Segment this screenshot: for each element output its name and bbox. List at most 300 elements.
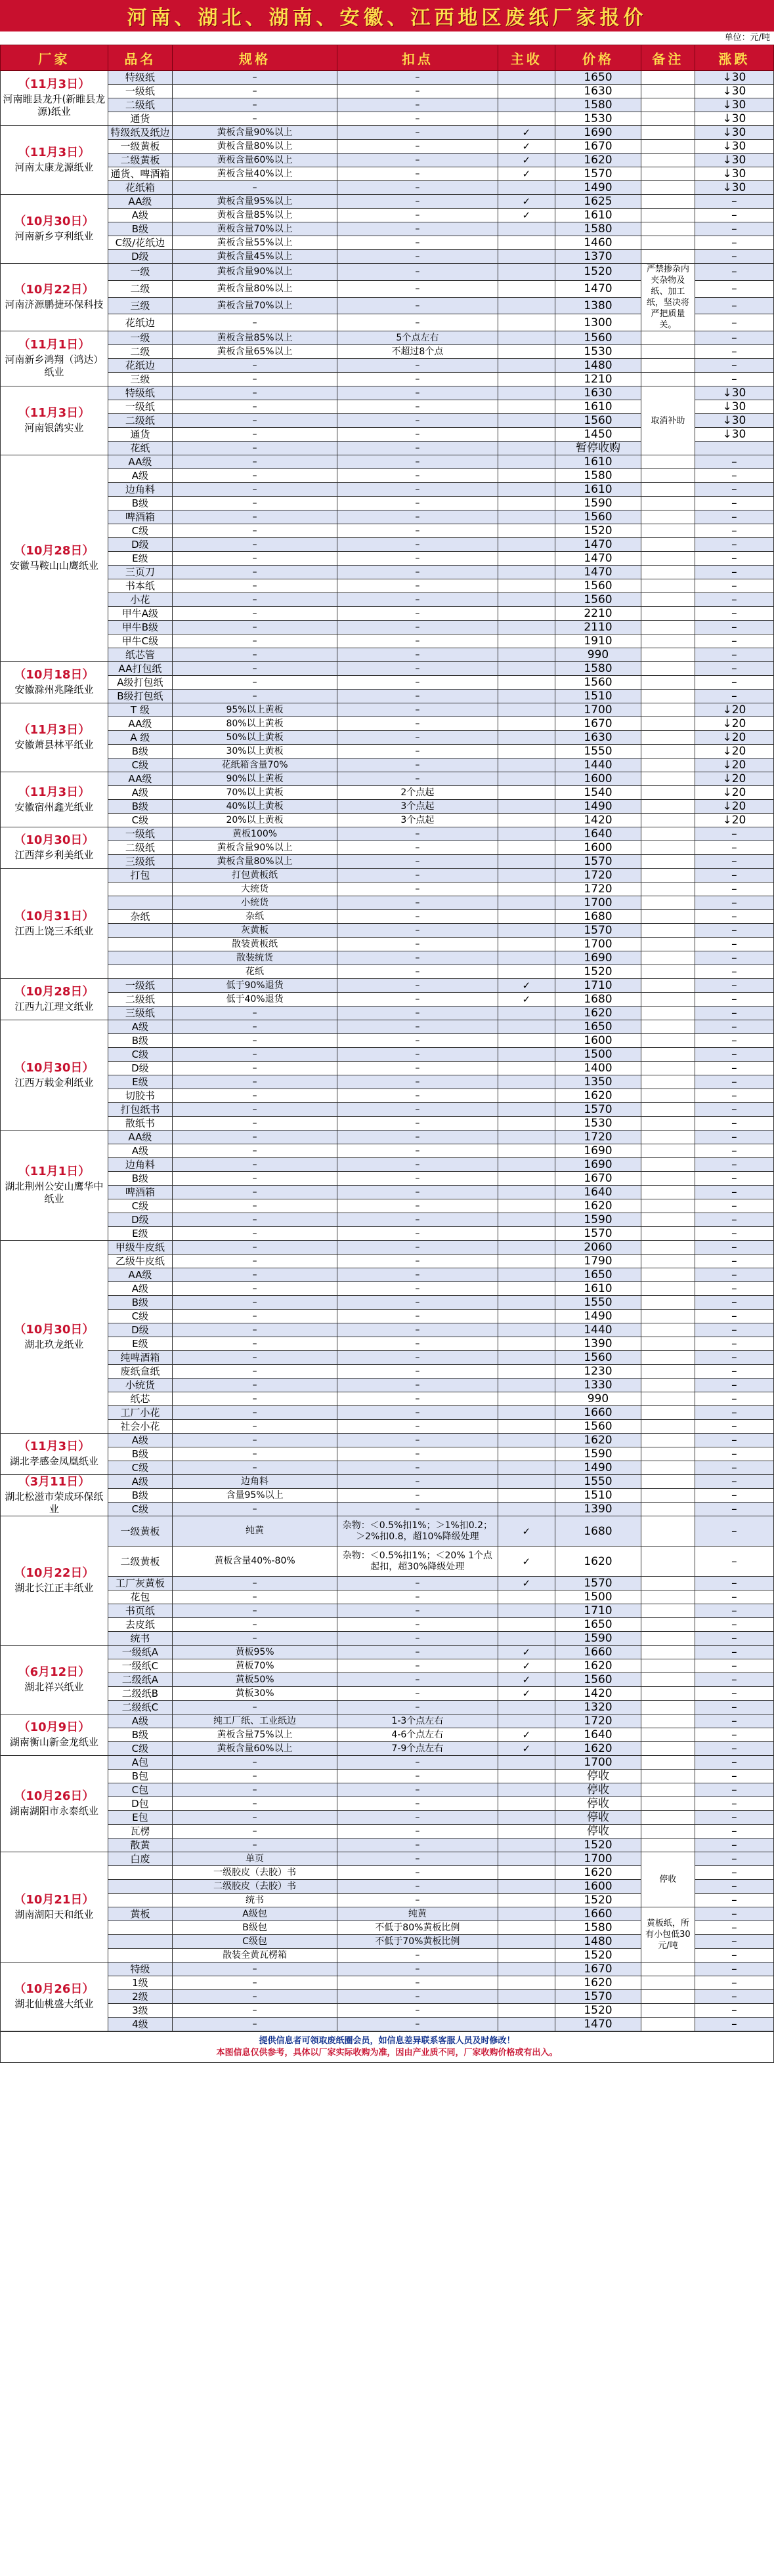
change-cell: ↓20 <box>695 772 773 786</box>
main-check-cell <box>498 579 555 593</box>
main-check-cell <box>498 1434 555 1447</box>
spec-cell: – <box>173 1020 337 1034</box>
remark-cell <box>641 772 695 786</box>
company-cell <box>1 1241 108 1434</box>
product-cell: A级 <box>108 786 172 800</box>
spec-cell: – <box>173 1434 337 1447</box>
table-row <box>1 1516 774 1547</box>
spec-cell: 统书 <box>173 1894 337 1907</box>
main-check-cell <box>498 1632 555 1646</box>
main-check-cell <box>498 1866 555 1880</box>
table-row <box>1 1839 774 1852</box>
deduct-cell: – <box>337 1461 498 1475</box>
deduct-cell: – <box>337 112 498 126</box>
table-row <box>1 1062 774 1075</box>
change-cell: – <box>695 1590 773 1604</box>
main-check-cell <box>498 1921 555 1935</box>
price-cell: 1440 <box>555 1323 641 1337</box>
change-cell: – <box>695 1447 773 1461</box>
remark-cell <box>641 195 695 209</box>
company-name: 湖北仙桃盛大纸业 <box>14 1998 94 2010</box>
company-cell <box>1 1756 108 1852</box>
change-cell: – <box>695 924 773 938</box>
product-cell: B级 <box>108 1447 172 1461</box>
change-cell: – <box>695 1062 773 1075</box>
remark-cell <box>641 1516 695 1547</box>
spec-cell: – <box>173 1839 337 1852</box>
remark-cell <box>641 1255 695 1268</box>
product-cell: A级 <box>108 1475 172 1489</box>
price-cell: 1590 <box>555 1632 641 1646</box>
price-cell: 1590 <box>555 1447 641 1461</box>
price-cell: 1620 <box>555 1866 641 1880</box>
product-cell: 一级纸 <box>108 827 172 841</box>
table-row <box>1 593 774 607</box>
deduct-cell: – <box>337 1949 498 1963</box>
main-check-cell <box>498 1770 555 1783</box>
spec-cell: – <box>173 662 337 676</box>
product-cell: 书本纸 <box>108 579 172 593</box>
change-cell: – <box>695 634 773 648</box>
main-check-cell <box>498 1907 555 1921</box>
company-cell <box>1 869 108 979</box>
deduct-cell: – <box>337 924 498 938</box>
product-cell: A 级 <box>108 731 172 745</box>
table-row <box>1 538 774 552</box>
remark-cell <box>641 1103 695 1117</box>
main-check-cell <box>498 1103 555 1117</box>
table-row <box>1 1365 774 1379</box>
deduct-cell: – <box>337 869 498 883</box>
product-cell: 瓦楞 <box>108 1825 172 1839</box>
table-row <box>1 1547 774 1577</box>
remark-cell <box>641 717 695 731</box>
remark-cell <box>641 1547 695 1577</box>
main-check-cell <box>498 98 555 112</box>
table-row <box>1 1296 774 1310</box>
remark-cell <box>641 621 695 634</box>
main-check-cell <box>498 455 555 469</box>
spec-cell: – <box>173 359 337 373</box>
deduct-cell: – <box>337 1797 498 1811</box>
price-cell: 1560 <box>555 1673 641 1687</box>
remark-cell <box>641 1020 695 1034</box>
price-cell: 1480 <box>555 1935 641 1949</box>
remark-cell <box>641 1199 695 1213</box>
price-cell: 1620 <box>555 1659 641 1673</box>
update-date: （10月22日） <box>14 283 95 297</box>
table-row <box>1 607 774 621</box>
change-cell: – <box>695 1172 773 1186</box>
change-cell: – <box>695 2004 773 2018</box>
change-cell: – <box>695 1825 773 1839</box>
price-cell: 1510 <box>555 1489 641 1503</box>
product-cell: 二级 <box>108 345 172 359</box>
main-check-cell <box>498 1783 555 1797</box>
main-check-cell <box>498 1420 555 1434</box>
spec-cell: 50%以上黄板 <box>173 731 337 745</box>
main-check-cell <box>498 1020 555 1034</box>
main-check-cell: ✓ <box>498 140 555 154</box>
remark-cell <box>641 1770 695 1783</box>
spec-cell: 黄板100% <box>173 827 337 841</box>
product-cell: 一级纸 <box>108 85 172 98</box>
spec-cell: – <box>173 621 337 634</box>
change-cell: – <box>695 1144 773 1158</box>
product-cell <box>108 896 172 910</box>
product-cell: 二级纸C <box>108 1701 172 1714</box>
main-check-cell <box>498 1255 555 1268</box>
table-row <box>1 373 774 386</box>
price-cell: 1620 <box>555 1547 641 1577</box>
change-cell: – <box>695 662 773 676</box>
spec-cell: – <box>173 1392 337 1406</box>
deduct-cell: – <box>337 993 498 1007</box>
product-cell: 打包纸书 <box>108 1103 172 1117</box>
deduct-cell: – <box>337 1296 498 1310</box>
main-check-cell <box>498 1590 555 1604</box>
spec-cell: – <box>173 1310 337 1323</box>
change-cell <box>695 442 773 455</box>
update-date: （10月31日） <box>14 909 95 923</box>
spec-cell: 黄板含量90%以上 <box>173 264 337 281</box>
table-row <box>1 1323 774 1337</box>
deduct-cell: – <box>337 85 498 98</box>
product-cell: 花纸边 <box>108 359 172 373</box>
price-cell: 1520 <box>555 2004 641 2018</box>
change-cell: – <box>695 910 773 924</box>
product-cell: D级 <box>108 1062 172 1075</box>
deduct-cell: – <box>337 1756 498 1770</box>
price-cell: 1470 <box>555 552 641 566</box>
company-cell <box>1 1714 108 1756</box>
main-check-cell <box>498 1062 555 1075</box>
price-cell: 1620 <box>555 1434 641 1447</box>
change-cell: – <box>695 676 773 690</box>
price-cell: 1625 <box>555 195 641 209</box>
product-cell: AA级 <box>108 772 172 786</box>
spec-cell: 边角料 <box>173 1475 337 1489</box>
spec-cell: – <box>173 1420 337 1434</box>
spec-cell: – <box>173 1365 337 1379</box>
company-name: 湖北荆州公安山鹰华中纸业 <box>5 1180 104 1205</box>
product-cell: AA级 <box>108 1268 172 1282</box>
change-cell: – <box>695 1075 773 1089</box>
product-cell: 打包 <box>108 869 172 883</box>
change-cell: – <box>695 195 773 209</box>
deduct-cell: – <box>337 359 498 373</box>
price-cell: 1910 <box>555 634 641 648</box>
main-check-cell <box>498 1199 555 1213</box>
main-check-cell <box>498 1392 555 1406</box>
main-check-cell <box>498 910 555 924</box>
spec-cell: – <box>173 579 337 593</box>
product-cell <box>108 951 172 965</box>
main-check-cell <box>498 1701 555 1714</box>
price-cell: 1510 <box>555 690 641 703</box>
main-check-cell: ✓ <box>498 1728 555 1742</box>
spec-cell: 黄板含量75%以上 <box>173 1728 337 1742</box>
product-cell: E包 <box>108 1811 172 1825</box>
price-cell: 1640 <box>555 1728 641 1742</box>
change-cell: – <box>695 483 773 497</box>
spec-cell: – <box>173 1976 337 1990</box>
change-cell: – <box>695 1701 773 1714</box>
product-cell: 花包 <box>108 1590 172 1604</box>
change-cell: – <box>695 1894 773 1907</box>
deduct-cell: 不低于70%黄板比例 <box>337 1935 498 1949</box>
remark-cell <box>641 1158 695 1172</box>
change-cell: – <box>695 1604 773 1618</box>
spec-cell: – <box>173 593 337 607</box>
remark-cell <box>641 1618 695 1632</box>
company-name: 江西九江理文纸业 <box>14 1001 94 1012</box>
price-cell: 1600 <box>555 1034 641 1048</box>
update-date: （10月26日） <box>14 1982 95 1996</box>
product-cell: 甲牛A级 <box>108 607 172 621</box>
price-cell: 1600 <box>555 772 641 786</box>
product-cell: 花纸 <box>108 442 172 455</box>
spec-cell: 纯工厂纸、工业纸边 <box>173 1714 337 1728</box>
main-check-cell <box>498 373 555 386</box>
table-row <box>1 236 774 250</box>
change-cell: – <box>695 841 773 855</box>
company-cell <box>1 386 108 455</box>
product-cell <box>108 965 172 979</box>
deduct-cell: – <box>337 1825 498 1839</box>
table-row <box>1 951 774 965</box>
deduct-cell: – <box>337 297 498 314</box>
deduct-cell: – <box>337 1241 498 1255</box>
main-check-cell <box>498 1604 555 1618</box>
main-check-cell <box>498 483 555 497</box>
remark-cell: 停收 <box>641 1852 695 1907</box>
product-cell: 散纸书 <box>108 1117 172 1131</box>
spec-cell: – <box>173 469 337 483</box>
main-check-cell <box>498 841 555 855</box>
price-cell: 1620 <box>555 1976 641 1990</box>
main-check-cell <box>498 703 555 717</box>
price-cell: 990 <box>555 1392 641 1406</box>
price-cell: 1420 <box>555 814 641 827</box>
change-cell: – <box>695 1714 773 1728</box>
change-cell: – <box>695 1406 773 1420</box>
deduct-cell: – <box>337 1604 498 1618</box>
product-cell <box>108 924 172 938</box>
remark-cell <box>641 181 695 195</box>
remark-cell <box>641 236 695 250</box>
change-cell: – <box>695 222 773 236</box>
col-deduct: 扣点 <box>337 45 498 71</box>
main-check-cell: ✓ <box>498 195 555 209</box>
spec-cell: – <box>173 85 337 98</box>
deduct-cell: – <box>337 195 498 209</box>
product-cell: B级 <box>108 222 172 236</box>
change-cell: – <box>695 1241 773 1255</box>
price-cell: 1570 <box>555 855 641 869</box>
spec-cell: 黄板含量90%以上 <box>173 126 337 140</box>
change-cell: ↓20 <box>695 758 773 772</box>
price-cell: 1680 <box>555 1516 641 1547</box>
remark-cell <box>641 1447 695 1461</box>
product-cell: D包 <box>108 1797 172 1811</box>
spec-cell: – <box>173 2004 337 2018</box>
spec-cell: 黄板含量45%以上 <box>173 250 337 264</box>
spec-cell: 95%以上黄板 <box>173 703 337 717</box>
company-name: 河南济源鹏捷环保科技 <box>5 299 104 310</box>
deduct-cell: – <box>337 1351 498 1365</box>
main-check-cell: ✓ <box>498 154 555 167</box>
deduct-cell: – <box>337 250 498 264</box>
main-check-cell <box>498 1714 555 1728</box>
remark-cell <box>641 469 695 483</box>
remark-cell <box>641 510 695 524</box>
price-cell: 1570 <box>555 1103 641 1117</box>
remark-cell <box>641 1048 695 1062</box>
main-check-cell <box>498 1337 555 1351</box>
deduct-cell: 不超过8个点 <box>337 345 498 359</box>
company-cell <box>1 1020 108 1131</box>
remark-cell <box>641 566 695 579</box>
main-check-cell <box>498 621 555 634</box>
spec-cell: – <box>173 1604 337 1618</box>
remark-cell <box>641 924 695 938</box>
company-name: 江西万载金利纸业 <box>14 1076 94 1089</box>
main-check-cell <box>498 883 555 896</box>
update-date: （11月3日） <box>18 406 91 420</box>
main-check-cell <box>498 1976 555 1990</box>
deduct-cell: – <box>337 717 498 731</box>
table-row <box>1 1461 774 1475</box>
spec-cell: – <box>173 373 337 386</box>
main-check-cell <box>498 634 555 648</box>
main-check-cell <box>498 731 555 745</box>
footer-note <box>0 2031 774 2063</box>
main-check-cell <box>498 1241 555 1255</box>
spec-cell: – <box>173 98 337 112</box>
main-check-cell <box>498 1852 555 1866</box>
remark-cell <box>641 634 695 648</box>
price-cell: 1560 <box>555 331 641 345</box>
deduct-cell: – <box>337 1379 498 1392</box>
change-cell: – <box>695 1213 773 1227</box>
price-cell: 1530 <box>555 112 641 126</box>
change-cell: – <box>695 1866 773 1880</box>
product-cell: C级 <box>108 1048 172 1062</box>
spec-cell: 花纸箱含量70% <box>173 758 337 772</box>
spec-cell: – <box>173 1186 337 1199</box>
main-check-cell <box>498 1268 555 1282</box>
change-cell: – <box>695 1323 773 1337</box>
deduct-cell: – <box>337 1392 498 1406</box>
change-cell: – <box>695 1770 773 1783</box>
price-cell: 停收 <box>555 1770 641 1783</box>
product-cell: 工厂小花 <box>108 1406 172 1420</box>
company-cell <box>1 1475 108 1516</box>
table-row <box>1 676 774 690</box>
deduct-cell: – <box>337 951 498 965</box>
company-name: 湖北祥兴纸业 <box>24 1681 84 1693</box>
change-cell: – <box>695 1131 773 1144</box>
remark-cell <box>641 938 695 951</box>
price-cell: 1400 <box>555 1062 641 1075</box>
change-cell: ↓30 <box>695 414 773 428</box>
remark-cell <box>641 827 695 841</box>
remark-cell <box>641 373 695 386</box>
price-cell: 1440 <box>555 758 641 772</box>
main-check-cell <box>498 1461 555 1475</box>
table-row <box>1 1406 774 1420</box>
spec-cell: 30%以上黄板 <box>173 745 337 758</box>
table-row <box>1 345 774 359</box>
remark-cell <box>641 1604 695 1618</box>
deduct-cell: – <box>337 883 498 896</box>
deduct-cell: – <box>337 1062 498 1075</box>
remark-cell <box>641 951 695 965</box>
product-cell <box>108 1935 172 1949</box>
remark-cell <box>641 1963 695 1976</box>
table-row <box>1 264 774 281</box>
change-cell: – <box>695 1420 773 1434</box>
update-date: （6月12日） <box>18 1665 91 1679</box>
deduct-cell: – <box>337 1577 498 1590</box>
product-cell: C级 <box>108 1199 172 1213</box>
page-title: 河南、湖北、湖南、安徽、江西地区废纸厂家报价 <box>0 0 774 31</box>
price-cell: 2110 <box>555 621 641 634</box>
product-cell: A级 <box>108 1144 172 1158</box>
price-cell: 1390 <box>555 1337 641 1351</box>
remark-cell <box>641 1434 695 1447</box>
product-cell: B级 <box>108 745 172 758</box>
product-cell: 啤酒箱 <box>108 1186 172 1199</box>
deduct-cell: – <box>337 98 498 112</box>
deduct-cell: – <box>337 731 498 745</box>
remark-cell <box>641 814 695 827</box>
main-check-cell <box>498 1990 555 2004</box>
price-cell: 1650 <box>555 1020 641 1034</box>
col-remark: 备注 <box>641 45 695 71</box>
price-cell: 1600 <box>555 1880 641 1894</box>
deduct-cell: – <box>337 1646 498 1659</box>
deduct-cell: – <box>337 690 498 703</box>
spec-cell: – <box>173 1089 337 1103</box>
deduct-cell: – <box>337 524 498 538</box>
company-cell <box>1 1852 108 1963</box>
remark-cell <box>641 607 695 621</box>
main-check-cell <box>498 112 555 126</box>
company-cell <box>1 662 108 703</box>
main-check-cell <box>498 1935 555 1949</box>
spec-cell: – <box>173 1770 337 1783</box>
spec-cell: – <box>173 524 337 538</box>
product-cell: 特级纸 <box>108 386 172 400</box>
change-cell: – <box>695 593 773 607</box>
spec-cell: 黄板含量85%以上 <box>173 331 337 345</box>
change-cell: ↓30 <box>695 98 773 112</box>
main-check-cell <box>498 662 555 676</box>
remark-cell <box>641 1075 695 1089</box>
change-cell: – <box>695 1976 773 1990</box>
main-check-cell <box>498 359 555 373</box>
change-cell: – <box>695 1811 773 1825</box>
price-cell: 停收 <box>555 1825 641 1839</box>
product-cell: A级 <box>108 469 172 483</box>
product-cell: AA级 <box>108 717 172 731</box>
spec-cell: – <box>173 1577 337 1590</box>
spec-cell: – <box>173 1241 337 1255</box>
main-check-cell <box>498 1048 555 1062</box>
product-cell: 二级纸A <box>108 1673 172 1687</box>
